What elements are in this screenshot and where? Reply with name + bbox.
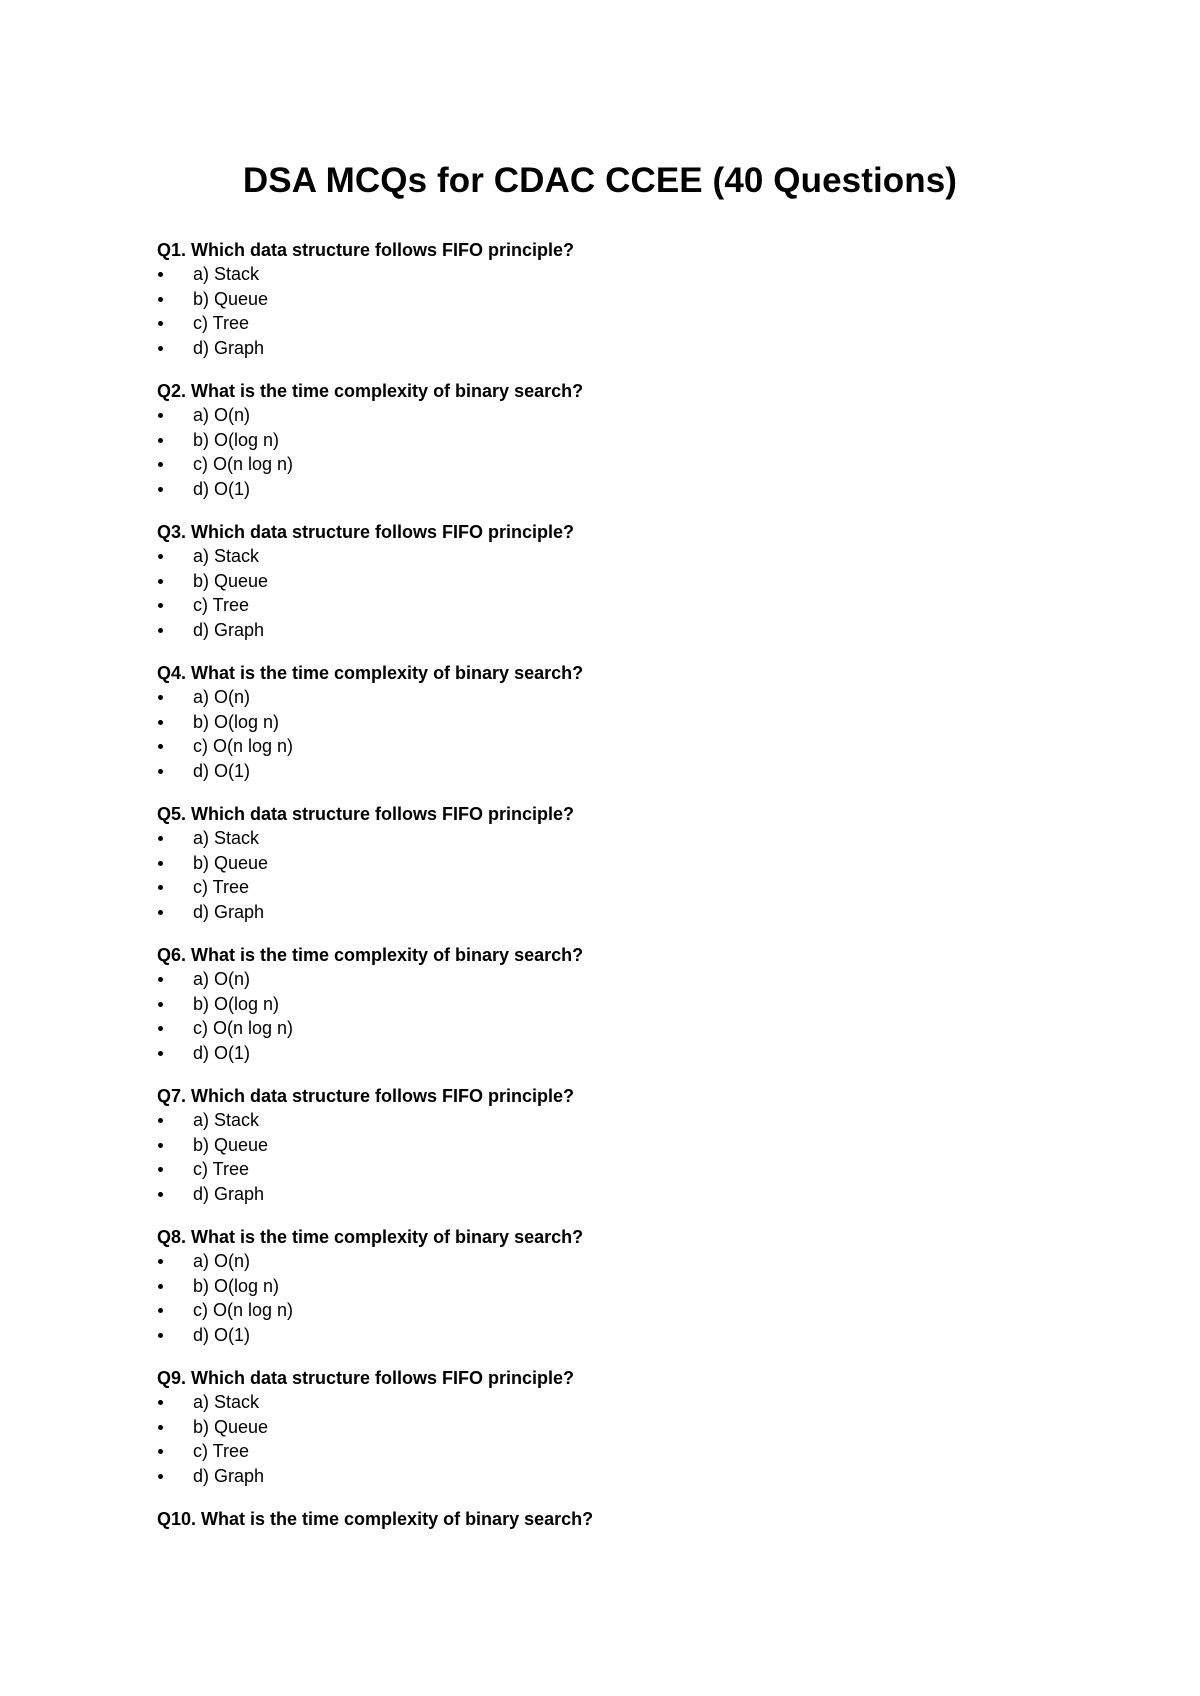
bullet-icon [158,1143,163,1148]
bullet-icon [158,1308,163,1313]
question-block [157,661,1057,783]
bullet-icon [158,720,163,725]
option-item [157,875,1057,900]
option-list [157,685,1057,783]
option-label: b) Queue [193,852,269,873]
option-label: a) O(n) [193,969,251,989]
option-label: c) Tree [193,877,250,897]
option-label: d) O(1) [193,760,251,781]
option-label: b) Queue [193,1416,269,1437]
bullet-icon [158,1425,163,1430]
bullet-icon [158,836,163,841]
bullet-icon [158,346,163,351]
option-item [157,544,1057,569]
option-label: a) Stack [193,546,260,566]
option-item [157,336,1057,361]
bullet-icon [158,695,163,700]
option-label: a) O(n) [193,405,251,425]
option-item [157,452,1057,477]
option-item [157,826,1057,851]
option-label: c) O(n log n) [193,1018,294,1038]
option-list [157,1390,1057,1488]
option-label: d) Graph [193,337,265,358]
option-item [157,311,1057,336]
option-label: d) Graph [193,1465,265,1486]
option-list [157,1249,1057,1347]
option-item [157,759,1057,784]
bullet-icon [158,1449,163,1454]
question-block [157,1084,1057,1206]
option-label: b) Queue [193,288,269,309]
option-label: d) O(1) [193,478,251,499]
option-item [157,685,1057,710]
option-item [157,851,1057,876]
question-block [157,943,1057,1065]
bullet-icon [158,1118,163,1123]
option-label: b) O(log n) [193,993,280,1014]
bullet-icon [158,861,163,866]
option-item [157,1439,1057,1464]
question-block [157,1507,1057,1531]
question-block [157,379,1057,501]
bullet-icon [158,1333,163,1338]
option-item [157,734,1057,759]
option-label: c) O(n log n) [193,736,294,756]
option-list [157,826,1057,924]
option-item [157,1323,1057,1348]
option-label: a) O(n) [193,1251,251,1271]
option-label: a) Stack [193,264,260,284]
document-title: DSA MCQs for CDAC CCEE (40 Questions) [242,161,958,200]
bullet-icon [158,413,163,418]
bullet-icon [158,462,163,467]
option-list [157,1108,1057,1206]
option-label: c) Tree [193,595,250,615]
bullet-icon [158,603,163,608]
option-item [157,1182,1057,1207]
bullet-icon [158,1474,163,1479]
question-list [157,238,1057,1550]
option-label: d) O(1) [193,1042,251,1063]
option-item [157,287,1057,312]
question-text: Q9. Which data structure follows FIFO principle? [157,1368,575,1388]
option-list [157,967,1057,1065]
question-text: Q8. What is the time complexity of binary search? [157,1227,584,1247]
option-item [157,1016,1057,1041]
bullet-icon [158,1167,163,1172]
bullet-icon [158,1284,163,1289]
question-text: Q2. What is the time complexity of binary search? [157,381,584,401]
question-text: Q10. What is the time complexity of binary search? [157,1509,594,1529]
question-block [157,520,1057,642]
option-label: c) O(n log n) [193,1300,294,1320]
option-list [157,544,1057,642]
bullet-icon [158,977,163,982]
option-item [157,569,1057,594]
option-label: b) Queue [193,1134,269,1155]
option-label: c) Tree [193,1159,250,1179]
bullet-icon [158,1192,163,1197]
question-block [157,238,1057,360]
option-item [157,1133,1057,1158]
bullet-icon [158,272,163,277]
option-item [157,477,1057,502]
bullet-icon [158,769,163,774]
option-item [157,1390,1057,1415]
bullet-icon [158,438,163,443]
option-label: b) O(log n) [193,1275,280,1296]
option-label: a) O(n) [193,687,251,707]
option-item [157,1249,1057,1274]
option-item [157,1274,1057,1299]
option-label: d) Graph [193,901,265,922]
bullet-icon [158,744,163,749]
option-item [157,1298,1057,1323]
bullet-icon [158,1400,163,1405]
question-block [157,1366,1057,1488]
question-block [157,1225,1057,1347]
bullet-icon [158,297,163,302]
option-label: c) Tree [193,1441,250,1461]
option-item [157,1041,1057,1066]
option-list [157,262,1057,360]
option-item [157,593,1057,618]
option-label: b) O(log n) [193,711,280,732]
option-item [157,1157,1057,1182]
question-text: Q5. Which data structure follows FIFO principle? [157,804,575,824]
option-label: a) Stack [193,1110,260,1130]
option-label: a) Stack [193,828,260,848]
bullet-icon [158,1026,163,1031]
option-item [157,1464,1057,1489]
option-item [157,1415,1057,1440]
option-item [157,428,1057,453]
question-text: Q4. What is the time complexity of binary search? [157,663,584,683]
option-label: b) Queue [193,570,269,591]
bullet-icon [158,910,163,915]
bullet-icon [158,487,163,492]
bullet-icon [158,885,163,890]
bullet-icon [158,554,163,559]
option-item [157,618,1057,643]
question-text: Q7. Which data structure follows FIFO principle? [157,1086,575,1106]
option-label: c) O(n log n) [193,454,294,474]
question-block [157,802,1057,924]
bullet-icon [158,1051,163,1056]
option-item [157,967,1057,992]
bullet-icon [158,1259,163,1264]
bullet-icon [158,1002,163,1007]
bullet-icon [158,579,163,584]
option-list [157,403,1057,501]
question-text: Q6. What is the time complexity of binary search? [157,945,584,965]
option-item [157,710,1057,735]
option-label: a) Stack [193,1392,260,1412]
option-label: b) O(log n) [193,429,280,450]
question-text: Q3. Which data structure follows FIFO principle? [157,522,575,542]
bullet-icon [158,321,163,326]
option-label: d) Graph [193,1183,265,1204]
option-label: c) Tree [193,313,250,333]
option-item [157,1108,1057,1133]
option-item [157,262,1057,287]
option-label: d) Graph [193,619,265,640]
option-item [157,992,1057,1017]
option-item [157,403,1057,428]
option-item [157,900,1057,925]
question-text: Q1. Which data structure follows FIFO principle? [157,240,575,260]
option-label: d) O(1) [193,1324,251,1345]
bullet-icon [158,628,163,633]
